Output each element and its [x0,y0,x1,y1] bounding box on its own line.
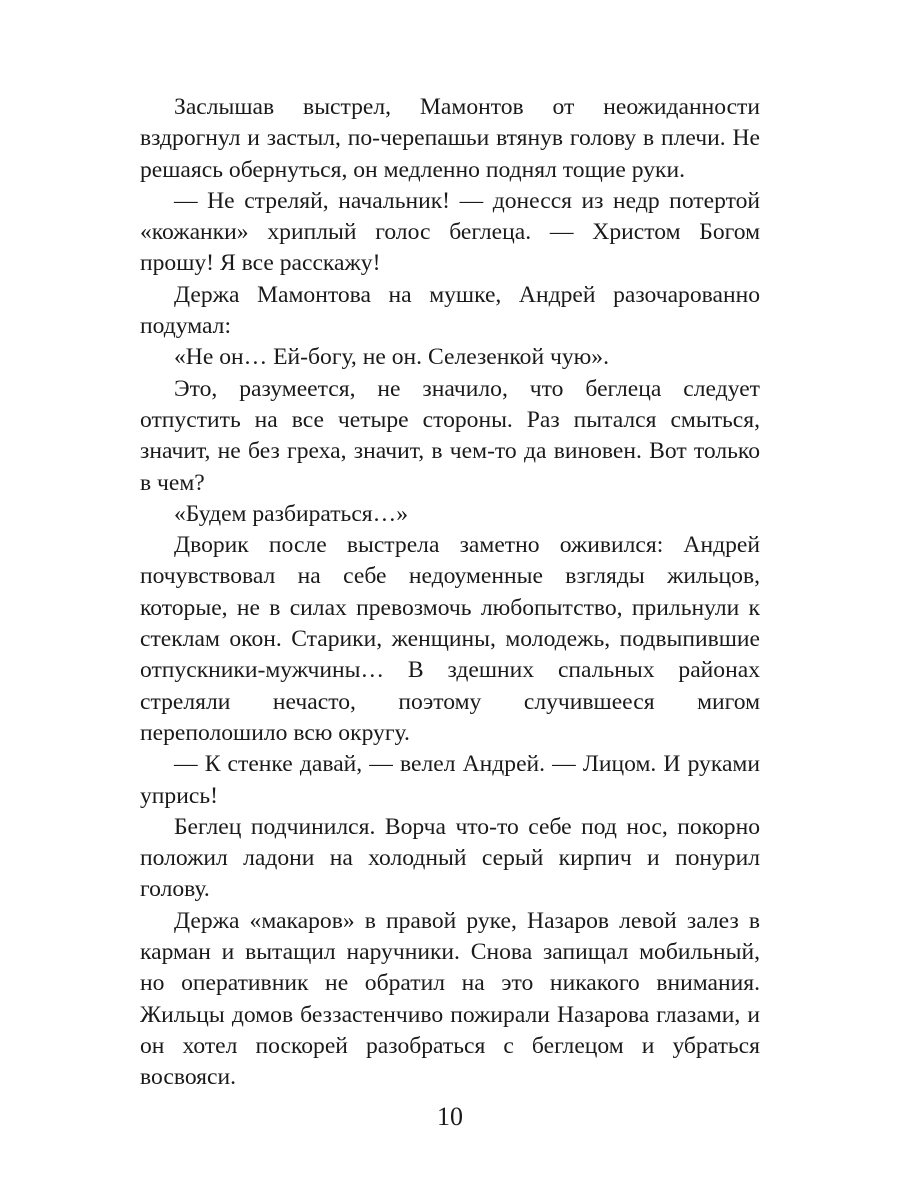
paragraph-8: — К стенке давай, — велел Андрей. — Лицом. И руками упрись! [140,751,760,809]
paragraph-10: Держа «макаров» в правой руке, Назаров левой залез в карман и вытащил наручники. Снова запищал мобильный, но оперативник не обратил на это никакого внимания. Жильцы домов беззастенчиво пожирали Назарова глазами, и он хотел поскорей разобраться с беглецом и убраться восвояси. [140,907,760,1091]
paragraph-5: Это, разумеется, не значило, что беглеца следует отпустить на все четыре стороны. Раз пытался смыться, значит, не без греха, значит, в чем-то да виновен. Вот только в чем? [140,375,760,496]
paragraph-6: «Будем разбираться…» [174,500,409,527]
paragraph-1: Заслышав выстрел, Мамонтов от неожиданности вздрогнул и застыл, по-черепашьи втянув голову в плечи. Не решаясь обернуться, он медленно поднял тощие руки. [140,94,760,183]
paragraph-2: — Не стреляй, начальник! — донесся из недр потертой «кожанки» хриплый голос беглеца. — Христом Богом прошу! Я все расскажу! [140,187,760,277]
paragraph-4: «Не он… Ей-богу, не он. Селезенкой чую». [174,344,609,371]
paragraph-7: Дворик после выстрела заметно оживился: Андрей почувствовал на себе недоуменные взгляды жильцов, которые, не в силах превозмочь любопытство, прильнули к стеклам окон. Старики, женщины, молодежь, подвыпившие отпускники-мужчины… В здешних спальных районах стреляли нечасто, поэтому случившееся мигом переполошило всю округу. [140,532,760,746]
paragraph-9: Беглец подчинился. Ворча что-то себе под нос, покорно положил ладони на холодный серый кирпич и понурил голову. [140,813,760,903]
page-number: 10 [437,1102,463,1131]
paragraph-3: Держа Мамонтова на мушке, Андрей разочарованно подумал: [140,281,760,340]
body-text [140,92,760,1094]
